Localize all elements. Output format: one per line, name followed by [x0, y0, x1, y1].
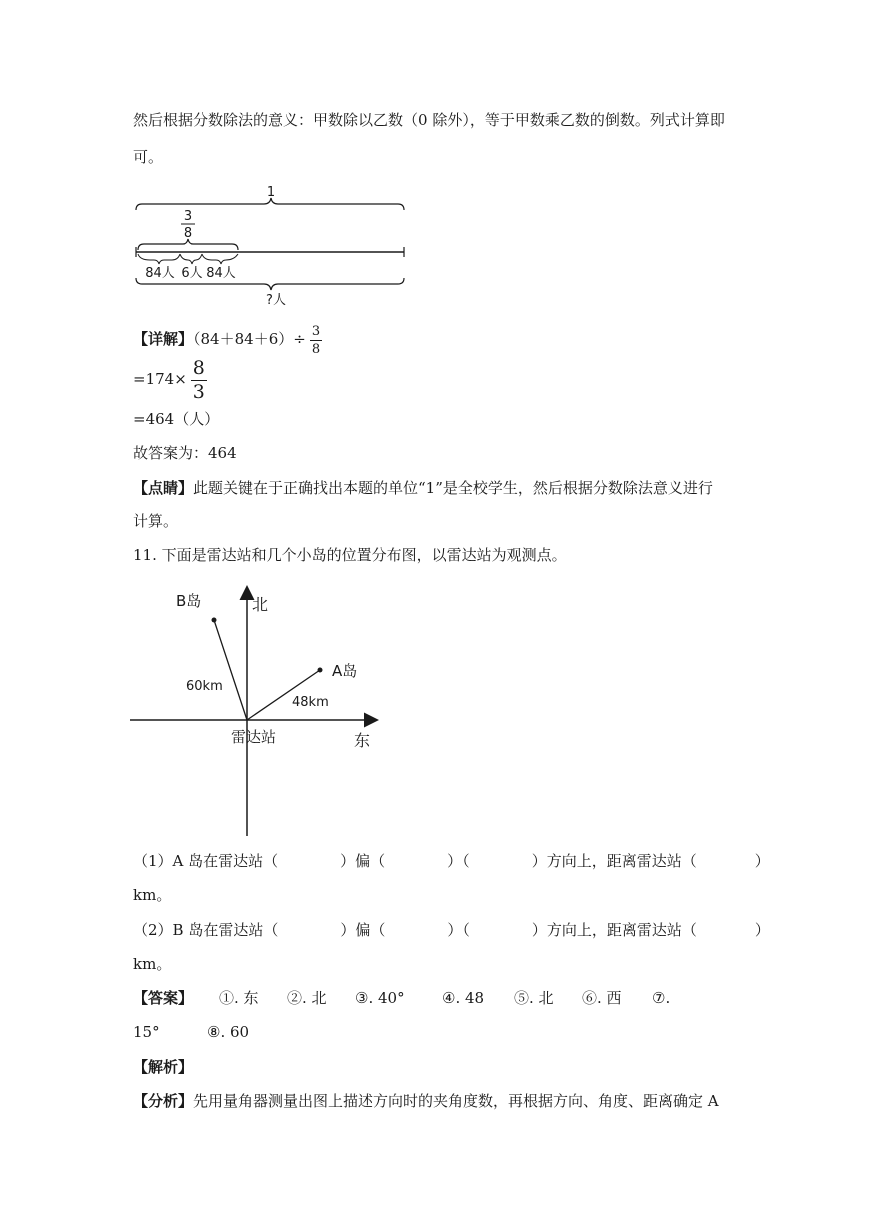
fenxi-text: 先用量角器测量出图上描述方向时的夹角度数，再根据方向、角度、距离确定 A — [193, 1092, 719, 1110]
answer-item: ②. 北 — [287, 989, 327, 1007]
answer-item: ①. 东 — [219, 989, 259, 1007]
fenxi-line — [133, 1091, 719, 1111]
bottom-label: ?人 — [266, 293, 286, 308]
subq-1-cont: km。 — [133, 886, 172, 904]
answer-item: ④. 48 — [442, 989, 485, 1007]
step-2 — [133, 357, 207, 402]
island-b-label: B岛 — [176, 592, 202, 610]
fenxi-tag: 【分析】 — [133, 1092, 194, 1110]
analysis-tag: 【解析】 — [133, 1058, 194, 1076]
subq1-part4: ）方向上，距离雷达站（ — [531, 852, 697, 870]
map-diagram — [128, 582, 383, 840]
dist-b-label: 60km — [186, 679, 223, 694]
comment-text: 此题关键在于正确找出本题的单位“1”是全校学生，然后根据分数除法意义进行 — [193, 479, 713, 497]
answer-line-1 — [133, 988, 670, 1008]
answer-line-2 — [133, 1022, 249, 1042]
seg-label-3: 84人 — [206, 266, 236, 281]
intro-line-1: 然后根据分数除法的意义：甲数除以乙数（0 除外），等于甲数乘乙数的倒数。列式计算即 — [133, 111, 725, 129]
detail-expr: （84＋84＋6）÷ — [193, 330, 306, 348]
answer-tag: 【答案】 — [133, 989, 194, 1007]
segment-diagram — [128, 180, 413, 310]
detail-tag: 【详解】 — [133, 330, 194, 348]
island-a-label: A岛 — [332, 662, 358, 680]
ray-b — [214, 620, 247, 720]
subq-1 — [133, 851, 770, 871]
subq2-part4: ）方向上，距离雷达站（ — [531, 921, 697, 939]
detail-line — [133, 322, 322, 356]
intro-line-2: 可。 — [133, 148, 164, 166]
detail-fraction: $\frac{3}{8}$ — [311, 323, 321, 357]
subq2-part5: ） — [754, 921, 770, 939]
seg-label-2: 6人 — [181, 266, 203, 281]
part-brace — [138, 239, 238, 250]
north-label: 北 — [252, 595, 269, 614]
east-label: 东 — [354, 731, 371, 750]
subq2-part2: ）偏（ — [340, 921, 386, 939]
center-label: 雷达站 — [231, 728, 277, 746]
answer-item: ③. 40° — [355, 989, 405, 1007]
step2-fraction: $\frac{8}{3}$ — [192, 356, 205, 403]
subq2-part1: （2）B 岛在雷达站（ — [133, 921, 279, 939]
answer-item: 15° — [133, 1023, 160, 1041]
subq1-part1: （1）A 岛在雷达站（ — [133, 852, 279, 870]
subq1-part2: ）偏（ — [340, 852, 386, 870]
answer-item: ⑧. 60 — [207, 1023, 250, 1041]
subq1-part3: ）（ — [447, 852, 470, 870]
dist-a-label: 48km — [292, 695, 329, 710]
step-3: =464（人） — [133, 410, 220, 428]
point-b — [212, 618, 217, 623]
subq1-part5: ） — [754, 852, 770, 870]
bottom-brace — [136, 278, 404, 290]
answer-item: ⑤. 北 — [514, 989, 554, 1007]
comment-line-2: 计算。 — [133, 512, 179, 530]
point-a — [318, 668, 323, 673]
frac-num: 3 — [183, 209, 193, 224]
frac-den: 8 — [183, 226, 193, 241]
seg-label-1: 84人 — [145, 266, 175, 281]
answer-item: ⑦. — [652, 989, 671, 1007]
subq-2 — [133, 920, 770, 940]
subq-2-cont: km。 — [133, 955, 172, 973]
comment-line-1 — [133, 478, 713, 498]
detail-answer: 故答案为：464 — [133, 444, 237, 462]
subq2-part3: ）（ — [447, 921, 470, 939]
comment-tag: 【点睛】 — [133, 479, 194, 497]
question-title: 11. 下面是雷达站和几个小岛的位置分布图，以雷达站为观测点。 — [133, 546, 567, 564]
top-label: 1 — [266, 185, 276, 200]
step2-prefix: =174× — [133, 370, 187, 388]
answer-item: ⑥. 西 — [582, 989, 622, 1007]
